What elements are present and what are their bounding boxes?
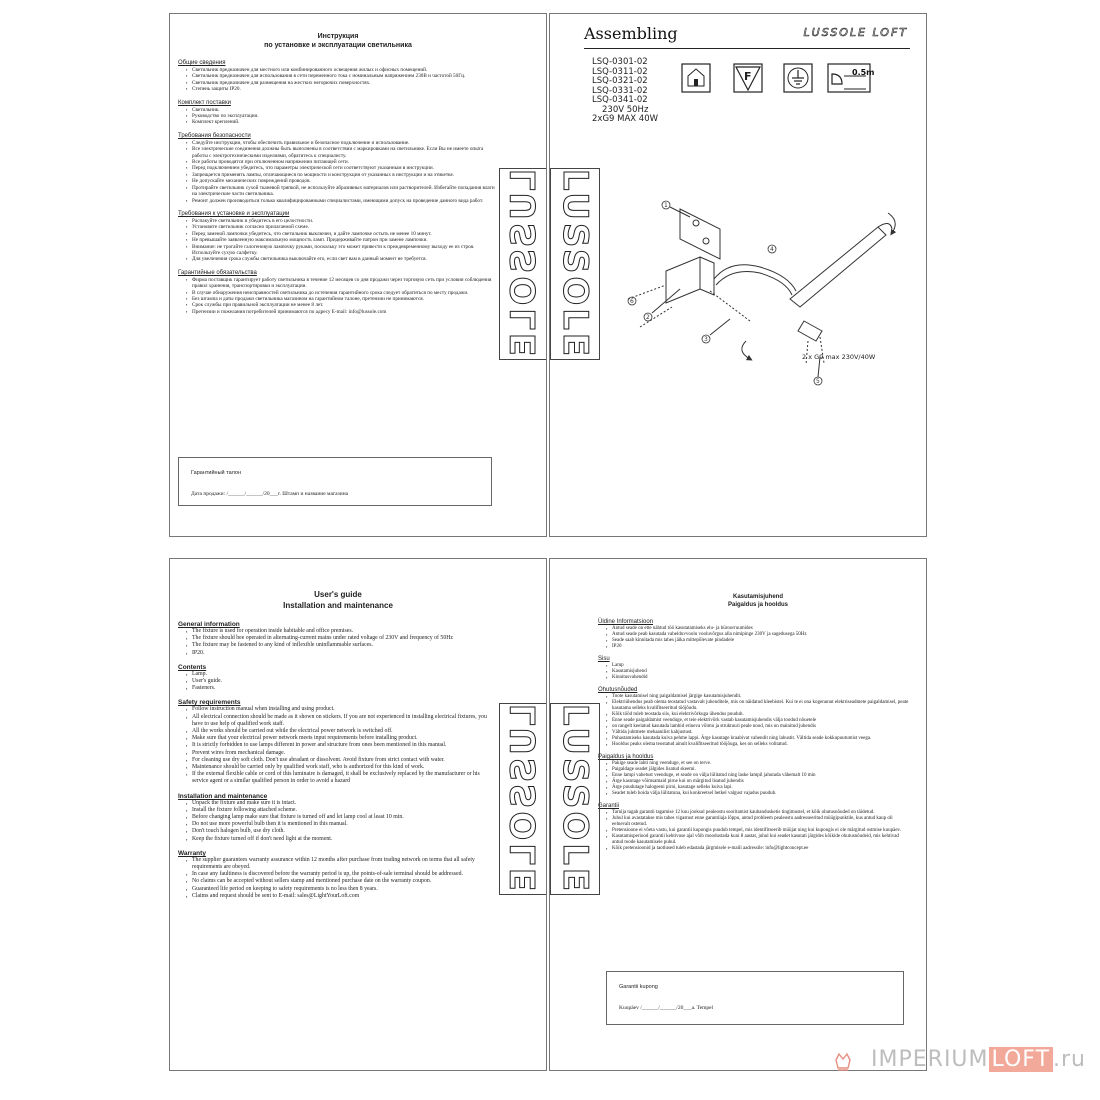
list-item: ▪ Ärge puudutage halogeeni pirni, kasutage selleks kuiva lapi. bbox=[606, 785, 910, 791]
list-item: ▪ Светильник предназначен для местного или комбинированного освещения жилых и офисных помещений. bbox=[186, 67, 496, 73]
list-item: ▪ Фирма поставщик гарантирует работу светильника в течение 12 месяцев со дня продажи через торговую сеть при условии соблюдения правил хранения, транспортировки и эксплуатации. bbox=[186, 277, 496, 290]
section-list bbox=[598, 663, 910, 681]
et-header bbox=[590, 593, 926, 609]
lamp-rating-label: 2 x G9 max 230V/40W bbox=[802, 353, 876, 361]
section bbox=[178, 270, 496, 315]
svg-text:F: F bbox=[744, 70, 752, 83]
list-item: ▪ Pakige seade lahti ning veenduge, et see on terve. bbox=[606, 761, 910, 767]
list-item: ▪ Tarnija tagab garantii tagamise 12 kuu jooksul pealeostu sooritamist kaubandusketis tingimustel, et kõik ohutusnõuded on täidetud. bbox=[606, 810, 910, 816]
assembling-title: Assembling bbox=[584, 24, 678, 43]
watermark-loft: LOFT bbox=[989, 1047, 1054, 1072]
section-title: General information bbox=[178, 621, 240, 628]
list-item: ▪ Kõik tööd tuleb teostada siis, kui elektrivõrkuga ühendus puudub. bbox=[606, 712, 910, 718]
list-item: ▪ Kasutamisjuhend bbox=[606, 669, 910, 675]
list-item: ▪ Seadet tuleb hoida välja lülitatuna, kui konkreetsel hetkel valgust vajadus puudub. bbox=[606, 791, 910, 797]
lussole-logo bbox=[550, 703, 600, 895]
list-item: ▪ on rangelt keelatud kasutada lambid erineva võimu ja struktuuri peale nood, mis on mainitud juhendis bbox=[606, 724, 910, 730]
lamp-spec: 2xG9 MAX 40W bbox=[592, 114, 659, 124]
section-title: Общие сведения bbox=[178, 60, 226, 66]
logo-text: LUSSOLE bbox=[555, 168, 595, 360]
section-list bbox=[178, 671, 496, 693]
logo-text: LUSSOLE bbox=[555, 703, 595, 895]
et-coupon-line: Kuupäev /______/______/20___a. Tempel bbox=[619, 1005, 714, 1011]
callout-1: 1 bbox=[664, 202, 668, 209]
list-item: ▪ Guaranteed life period on keeping to safety requirements is no less then 8 years. bbox=[186, 886, 496, 893]
list-item: ▪ Hooldus peaks olema teostatud ainult kvalifitseeritud tööjõuga, kes on selleks volitatud. bbox=[606, 742, 910, 748]
list-item: ▪ The fixture may be fastened to any kind of inflexible uninflammable surfaces. bbox=[186, 642, 496, 649]
ru-header bbox=[170, 32, 506, 50]
list-item: ▪ Make sure that your electrical power network meets input requirements before installing product. bbox=[186, 735, 496, 742]
list-item: ▪ If the external flexible cable or cord of this luminaire is damaged, it shall be exclusively replaced by the manufacturer or his service agent or a similar qualified person in order to avoid a hazard bbox=[186, 771, 496, 785]
list-item: ▪ It is strictly forbidden to use lamps different in power and structure from ones been mentioned in this manual. bbox=[186, 742, 496, 749]
list-item: ▪ Antud seade on ette nähtud töö kasutatamiseks elu- ja büroorruumides bbox=[606, 626, 910, 632]
list-item: ▪ Протирайте светильник сухой тканевой тряпкой, не используйте абразивных материалов или растворителей. Избегайте попадания влаги на электрические части светильника. bbox=[186, 185, 496, 198]
section bbox=[178, 793, 496, 843]
model-list bbox=[592, 58, 658, 125]
list-item: ▪ Перед заменой лампочки убедитесь, что светильник выключен, и дайте лампочке остыть не менее 10 минут. bbox=[186, 231, 496, 237]
list-item: ▪ Светильник предназначен для использования в сети переменного тока с номинальным напряжением 230В и частотой 50Гц. bbox=[186, 73, 496, 79]
list-item: ▪ Claims and request should be sent to E-mail: sales@LightYourLoft.com bbox=[186, 893, 496, 900]
list-item: ▪ Vältida juhtmete mehaanilist kahjustust. bbox=[606, 730, 910, 736]
list-item: ▪ The fixture should bee operated in alternating-current mains under rated voltage of 230V and frequency of 50Hz bbox=[186, 635, 496, 642]
list-item: ▪ In case any faultiness is discovered before the warranty period is up, the points-of-sale terminal should be addressed. bbox=[186, 871, 496, 878]
list-item: ▪ IP20. bbox=[186, 650, 496, 657]
section bbox=[598, 754, 910, 797]
list-item: ▪ Lamp bbox=[606, 663, 910, 669]
list-item: ▪ Maintenance should be carried only by qualified work staff, who is authorized for this kind of work. bbox=[186, 764, 496, 771]
section-list bbox=[178, 706, 496, 785]
voltage-spec: 230V 50Hz bbox=[602, 104, 649, 115]
list-item: ▪ Степень защиты IP20. bbox=[186, 86, 496, 92]
section-list bbox=[178, 277, 496, 315]
list-item: ▪ Do not use more powerful bulb then it is mentioned in this manual. bbox=[186, 821, 496, 828]
callout-3: 3 bbox=[704, 336, 708, 343]
earth-ground-icon bbox=[784, 64, 812, 92]
section-title: Требования безопасности bbox=[178, 132, 251, 139]
english-guide-page bbox=[169, 558, 547, 1071]
section-list bbox=[178, 140, 496, 204]
section-list bbox=[178, 218, 496, 263]
section bbox=[178, 621, 496, 657]
ru-subtitle: по установке и эксплуатации светильника bbox=[264, 42, 412, 49]
logo-text: LUSSOLE bbox=[504, 703, 544, 895]
russian-instruction-page bbox=[169, 13, 547, 537]
ru-coupon-title: Гарантийный талон bbox=[191, 470, 242, 476]
list-item: ▪ Paigaldage seadet jälgides lisatud skeemi. bbox=[606, 767, 910, 773]
section bbox=[598, 656, 910, 681]
imperiumloft-watermark bbox=[871, 1047, 1086, 1072]
brand-logo: LUSSOLE LOFT bbox=[803, 26, 908, 39]
section-title: Paigaldus ja hooldus bbox=[598, 754, 654, 760]
distance-label: 0.5m bbox=[852, 68, 875, 77]
list-item: ▪ В случае обнаружения неисправностей светильника до истечения гарантийного срока следует обратиться по месту продажи. bbox=[186, 290, 496, 296]
logo-text: LUSSOLE bbox=[504, 168, 544, 360]
list-item: ▪ Без штампа и даты продажи светильника магазином на гарантийном талоне, претензии не принимаются. bbox=[186, 296, 496, 302]
en-subtitle: Installation and maintenance bbox=[283, 601, 393, 610]
model-number: LSQ-0301-02 bbox=[592, 57, 648, 67]
lussole-logo-mirrored bbox=[499, 703, 547, 895]
list-item: ▪ Kasutamisperiood garantii kehtivuse ajal võib moodustada kuni 8 aastat, juhul kui seadet kasutati järgides kõikide ohutusnõudeid, mis kehtivad antud toode kasutamisele puhul. bbox=[606, 834, 910, 846]
list-item: ▪ Unpack the fixture and make sure it is intact. bbox=[186, 800, 496, 807]
list-item: ▪ Перед подключением убедитесь, что параметры электрической сети соответствуют указанным в инструкции. bbox=[186, 165, 496, 171]
crown-icon bbox=[834, 1050, 852, 1072]
en-title: User's guide bbox=[314, 590, 362, 599]
f-mark-icon bbox=[734, 64, 762, 92]
et-sections bbox=[598, 619, 910, 858]
list-item: ▪ Follow instruction manual when installing and using product. bbox=[186, 706, 496, 713]
list-item: ▪ IP20 bbox=[606, 644, 910, 650]
section-list bbox=[598, 694, 910, 748]
list-item: ▪ Внимание: не трогайте галогеновую лампочку руками, поскольку это может привести к преждевременному выходу ее из строя. Используйте сухую салфетку. bbox=[186, 244, 496, 257]
section bbox=[598, 803, 910, 852]
list-item: ▪ Установите светильник согласно прилагаемой схеме. bbox=[186, 224, 496, 230]
et-subtitle: Paigaldus ja hooldus bbox=[727, 602, 788, 608]
list-item: ▪ Kõik pretensioonid ja taotlused tuleb edastada järgmisele e-maili aadressile: info@lightconcept.ee bbox=[606, 846, 910, 852]
section-title: Safety requirements bbox=[178, 699, 241, 707]
section-title: Contents bbox=[178, 663, 207, 671]
list-item: ▪ Keep the fixture turned off if don't need light at the moment. bbox=[186, 836, 496, 843]
certification-symbols bbox=[680, 62, 880, 96]
section bbox=[178, 850, 496, 900]
section bbox=[598, 619, 910, 650]
list-item: ▪ Antud seade peab kasutada vahelduvvoolu vooluvõrgus alla nimipinge 230V ja sagedusega 50Hz bbox=[606, 632, 910, 638]
list-item: ▪ Претензии и пожелания потребителей принимаются по адресу E-mail: info@lussole.com bbox=[186, 309, 496, 315]
title-divider bbox=[584, 48, 910, 49]
model-number: LSQ-0331-02 bbox=[592, 85, 648, 96]
lussole-logo-mirrored bbox=[499, 168, 547, 360]
list-item: ▪ Запрещается применять лампы, отличающиеся по мощности и конструкции от указанных в инструкции и на этикетке. bbox=[186, 172, 496, 178]
list-item: ▪ Kinnitusvahendid bbox=[606, 675, 910, 681]
section-list bbox=[598, 626, 910, 650]
list-item: ▪ Elektriühendus peab olema teostatud vastavalt juhenditele, mis on näidatud kleebistel. Kui te ei ona kogenunut elektriseadmete paigaldamisel, peate kasutama selleks kvalifitseeritud tööjõudu. bbox=[606, 700, 910, 712]
section-list bbox=[598, 810, 910, 852]
list-item: ▪ Распакуйте светильник и убедитесь в его целостности. bbox=[186, 218, 496, 224]
section bbox=[178, 664, 496, 693]
list-item: ▪ Prevent wires from mechanical damage. bbox=[186, 750, 496, 757]
section-list bbox=[178, 857, 496, 900]
section-list bbox=[598, 761, 910, 797]
section-list bbox=[178, 628, 496, 657]
list-item: ▪ All electrical connection should be made as it shown on stickers. If you are not experienced in installing electrical fixtures, you have to use help of qualified work staff. bbox=[186, 714, 496, 728]
list-item: ▪ Don't touch halogen bulb, use dry cloth. bbox=[186, 828, 496, 835]
et-title: Kasutamisjuhend bbox=[732, 594, 783, 600]
section-list bbox=[178, 67, 496, 93]
list-item: ▪ Светильник. bbox=[186, 107, 496, 113]
list-item: ▪ The supplier guarantees warranty assurance within 12 months after purchase from trading network on terms that all safety requirements are obeyed. bbox=[186, 857, 496, 871]
section-title: Installation and maintenance bbox=[178, 792, 268, 800]
et-warranty-coupon bbox=[606, 971, 904, 1025]
list-item: ▪ Enne lampi vahetust veenduge, et seade on välja lülitatud ning laske lampil jahutada vähemalt 10 min bbox=[606, 773, 910, 779]
et-coupon-title: Garantii kupong bbox=[619, 984, 658, 990]
list-item: ▪ Ремонт должен производиться только квалифицированными специалистами, имеющими допуск на проведение данного вида работ. bbox=[186, 198, 496, 204]
list-item: ▪ Lamp. bbox=[186, 671, 496, 678]
list-item: ▪ Pretensioone ei võeta vastu, kui garantii kupongis puudub tempel, mis identifitseerib müüjat ning kui kupongis ei ole märgitud ostmise kuupäev. bbox=[606, 828, 910, 834]
list-item: ▪ Светильник предназначен для размещения на жестких негорючих поверхностях. bbox=[186, 80, 496, 86]
list-item: ▪ Все электрические соединения должны быть выполнены в соответствии с маркировками на светильнике. Если Вы не имеете опыта работы с электротехническими изделиями, обратитесь к специалисту. bbox=[186, 146, 496, 159]
indoor-use-icon bbox=[682, 64, 710, 92]
list-item: ▪ Install the fixture following attached scheme. bbox=[186, 807, 496, 814]
lussole-logo bbox=[550, 168, 600, 360]
section-title: Требования к установке и эксплуатации bbox=[178, 210, 290, 217]
watermark-domain: .ru bbox=[1053, 1047, 1086, 1072]
callout-4: 4 bbox=[770, 246, 774, 253]
ru-coupon-line: Дата продажи: /______/______/20___г. Штамп и название магазина bbox=[191, 491, 349, 497]
assembly-diagram bbox=[610, 189, 910, 394]
list-item: ▪ Ärge kasutage võimsamaid pirne kui on märgitud lisatud juhendis bbox=[606, 779, 910, 785]
watermark-imperium: IMPERIUM bbox=[871, 1047, 989, 1072]
list-item: ▪ Срок службы при правильной эксплуатации не менее 8 лет. bbox=[186, 302, 496, 308]
en-sections bbox=[178, 621, 496, 907]
list-item: ▪ Seade saab kinnitada mis tahes jäika mittepõlevate pindadele bbox=[606, 638, 910, 644]
list-item: ▪ All the works should be carried out while the electrical power network is switched off. bbox=[186, 728, 496, 735]
list-item: ▪ Следуйте инструкции, чтобы обеспечить правильное и безопасное подключение и использование. bbox=[186, 140, 496, 146]
model-number: LSQ-0311-02 bbox=[592, 66, 648, 77]
list-item: ▪ Juhul kui avastatakse mis tahes vigastust enne garantiiaja lõppu, antud probleem pealeostu aadresseeritud müügipunktile, kus antud kaup oli eelnevalt ostetud. bbox=[606, 816, 910, 828]
section-title: Warranty bbox=[178, 849, 206, 857]
section-title: Комплект поставки bbox=[178, 99, 231, 106]
section-title: Garantii bbox=[598, 803, 620, 809]
list-item: ▪ Не допускайте механических повреждений проводов. bbox=[186, 178, 496, 184]
section bbox=[178, 60, 496, 93]
list-item: ▪ No claims can be accepted without sellers stamp and mentioned purchase date on the warranty coupon. bbox=[186, 878, 496, 885]
callout-2: 2 bbox=[646, 314, 650, 321]
ru-warranty-coupon bbox=[178, 457, 492, 506]
section bbox=[598, 687, 910, 748]
ru-sections bbox=[178, 60, 496, 322]
section bbox=[178, 211, 496, 263]
list-item: ▪ Не превышайте заявленную максимальную мощность ламп. Придерживайте патрон при замене лампочки. bbox=[186, 237, 496, 243]
list-item: ▪ Puhastamiseks kasutada kuiva pehme lappi. Ärge kasutage kraabivat vahendit ning lahustit. Vältida seade kokkupuutumist veega. bbox=[606, 736, 910, 742]
section-title: Ohutusnõuded bbox=[598, 687, 638, 693]
section bbox=[178, 133, 496, 204]
list-item: ▪ Руководство по эксплуатации. bbox=[186, 113, 496, 119]
list-item: ▪ Комплект креплений. bbox=[186, 119, 496, 125]
estonian-guide-page bbox=[549, 558, 927, 1071]
list-item: ▪ Fasteners. bbox=[186, 685, 496, 692]
list-item: ▪ For cleaning use dry soft cloth. Don't use abradant or dissolvent. Avoid fixture from strict contact with water. bbox=[186, 757, 496, 764]
list-item: ▪ Toote kasutamisel ning paigaldamisel järgige kasutamisjuhendit. bbox=[606, 694, 910, 700]
section-title: Гарантийные обязательства bbox=[178, 269, 257, 276]
ru-title: Инструкция bbox=[317, 33, 359, 40]
callout-6: 6 bbox=[630, 298, 634, 305]
section bbox=[178, 699, 496, 785]
section-title: Üldine Informatsioon bbox=[598, 619, 654, 625]
section-list bbox=[178, 107, 496, 126]
section bbox=[178, 100, 496, 126]
model-number: LSQ-0341-02 bbox=[592, 95, 648, 105]
assembling-page bbox=[549, 13, 927, 537]
list-item: ▪ Enne seade paigaldamist veenduge, et teie elektrivõrk vastab kasutamisjuhendis välja toodud nõuetele bbox=[606, 718, 910, 724]
model-number: LSQ-0321-02 bbox=[592, 76, 648, 86]
list-item: ▪ Все работы проводятся при отключенном напряжении питающей сети. bbox=[186, 159, 496, 165]
list-item: ▪ Before changing lamp make sure that fixture is turned off and let lamp cool at least 10 min. bbox=[186, 814, 496, 821]
section-list bbox=[178, 800, 496, 843]
en-header bbox=[170, 589, 506, 611]
list-item: ▪ The fixture is used for operation inside habitable and office premises. bbox=[186, 628, 496, 635]
callout-5: 5 bbox=[816, 378, 820, 385]
section-title: Sisu bbox=[598, 656, 610, 662]
list-item: ▪ Для увеличения срока службы светильника выключайте его, если свет вам в данный момент не требуется. bbox=[186, 256, 496, 262]
list-item: ▪ User's guide. bbox=[186, 678, 496, 685]
